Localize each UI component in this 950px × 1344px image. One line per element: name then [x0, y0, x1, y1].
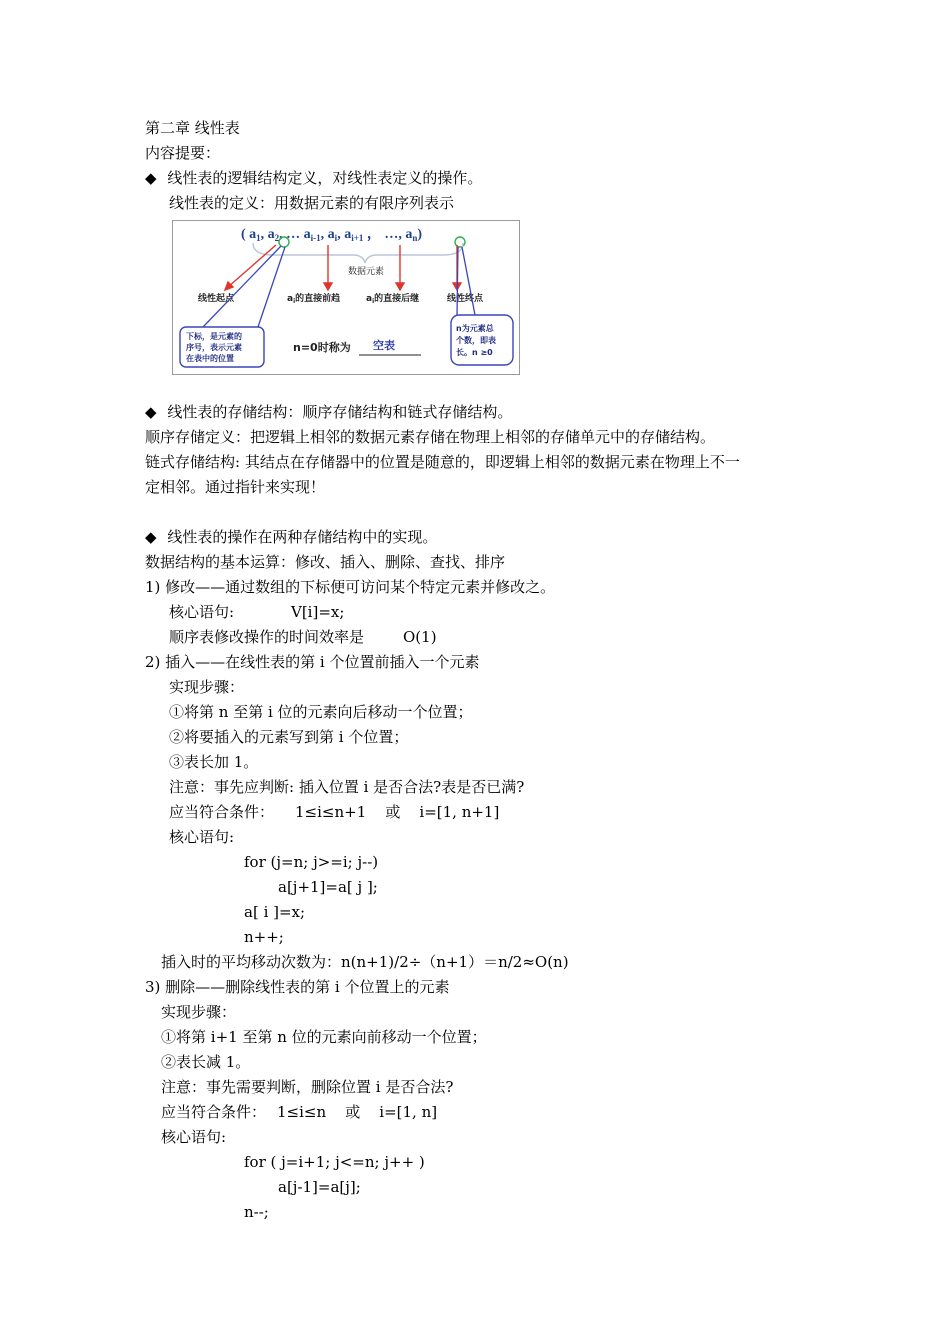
insert-code-line: a[j+1]=a[ j ]; — [278, 878, 378, 896]
modify-efficiency-value: O(1) — [403, 628, 437, 646]
predecessor-label: $a_i$的直接前趋 — [287, 294, 341, 305]
summary-label: 内容提要： — [145, 144, 221, 162]
delete-title: 3) 删除——删除线性表的第 i 个位置上的元素 — [145, 978, 450, 996]
insert-condition-value: 1≤i≤n+1 或 i=[1, n+1] — [295, 803, 500, 821]
bullet-item-logic — [145, 168, 482, 188]
bullet-diamond-icon: ◆ — [145, 403, 157, 421]
insert-note: 注意：事先应判断: 插入位置 i 是否合法?表是否已满? — [169, 778, 525, 796]
linear-list-diagram — [172, 220, 520, 375]
diagram-canvas — [173, 221, 519, 374]
bullet-text: 线性表的操作在两种存储结构中的实现。 — [167, 528, 438, 546]
insert-code-line: for (j=n; j>=i; j--) — [244, 853, 379, 871]
insert-core-label: 核心语句: — [169, 828, 235, 846]
linear-start-label: 线性起点 — [198, 294, 235, 304]
modify-core-label: 核心语句: — [169, 603, 235, 621]
brace-shape — [253, 243, 463, 263]
delete-code-line: a[j-1]=a[j]; — [278, 1178, 361, 1196]
delete-code-line: for ( j=i+1; j<=n; j++ ) — [244, 1153, 425, 1171]
delete-step-2: ②表长减 1。 — [161, 1053, 251, 1071]
chapter-title: 第二章 线性表 — [145, 119, 240, 137]
data-elements-label: 数据元素 — [348, 267, 385, 277]
definition-line: 线性表的定义：用数据元素的有限序列表示 — [169, 194, 455, 212]
modify-title: 1) 修改——通过数组的下标便可访问某个特定元素并修改之。 — [145, 578, 556, 596]
insert-code-line: n++; — [244, 928, 284, 946]
insert-code-line: a[ i ]=x; — [244, 903, 306, 921]
callout-lines — [203, 246, 475, 327]
empty-table-label: n=0时称为 — [293, 341, 351, 354]
insert-title: 2) 插入——在线性表的第 i 个位置前插入一个元素 — [145, 653, 480, 671]
subscript-callout-text: 下标，是元素的 序号，表示元素 在表中的位置 — [186, 332, 242, 363]
bullet-diamond-icon: ◆ — [145, 528, 157, 546]
bullet-diamond-icon: ◆ — [145, 169, 157, 187]
delete-condition-value: 1≤i≤n 或 i=[1, n] — [277, 1103, 438, 1121]
n-callout-text: n为元素总 个数，即表 长。n ≥0 — [456, 324, 496, 357]
link-storage-def-1: 链式存储结构: 其结点在存储器中的位置是随意的，即逻辑上相邻的数据元素在物理上不一 — [145, 453, 740, 471]
link-storage-def-2: 定相邻。通过指针来实现！ — [145, 478, 326, 496]
delete-steps-label: 实现步骤： — [161, 1003, 237, 1021]
sequence-text: ( $a_1$, $a_2$, … $a_{i-1}$, $a_i$, $a_{i+1}$ ， …, $a_n$) — [241, 227, 423, 243]
modify-core-code: V[i]=x; — [291, 603, 345, 621]
modify-efficiency-label: 顺序表修改操作的时间效率是 — [169, 628, 365, 646]
insert-step-3: ③表长加 1。 — [169, 753, 259, 771]
bullet-item-ops — [145, 527, 437, 547]
basic-ops-line: 数据结构的基本运算：修改、插入、删除、查找、排序 — [145, 553, 506, 571]
insert-average-moves: 插入时的平均移动次数为：n(n+1)/2÷（n+1）＝n/2≈O(n) — [161, 953, 569, 971]
delete-condition-label: 应当符合条件： — [161, 1103, 267, 1121]
delete-code-line: n--; — [244, 1203, 269, 1221]
delete-core-label: 核心语句: — [161, 1128, 227, 1146]
seq-storage-def: 顺序存储定义：把逻辑上相邻的数据元素存储在物理上相邻的存储单元中的存储结构。 — [145, 428, 716, 446]
insert-condition-label: 应当符合条件： — [169, 803, 275, 821]
insert-step-2: ②将要插入的元素写到第 i 个位置； — [169, 728, 409, 746]
bullet-text: 线性表的存储结构：顺序存储结构和链式存储结构。 — [167, 403, 513, 421]
bullet-text: 线性表的逻辑结构定义，对线性表定义的操作。 — [167, 169, 483, 187]
empty-table-value: 空表 — [373, 339, 395, 352]
linear-end-label: 线性终点 — [447, 294, 484, 304]
insert-step-1: ①将第 n 至第 i 位的元素向后移动一个位置； — [169, 703, 473, 721]
delete-step-1: ①将第 i+1 至第 n 位的元素向前移动一个位置； — [161, 1028, 487, 1046]
insert-steps-label: 实现步骤： — [169, 678, 245, 696]
successor-label: $a_i$的直接后继 — [366, 294, 420, 305]
bullet-item-storage — [145, 402, 512, 422]
delete-note: 注意：事先需要判断，删除位置 i 是否合法? — [161, 1078, 454, 1096]
